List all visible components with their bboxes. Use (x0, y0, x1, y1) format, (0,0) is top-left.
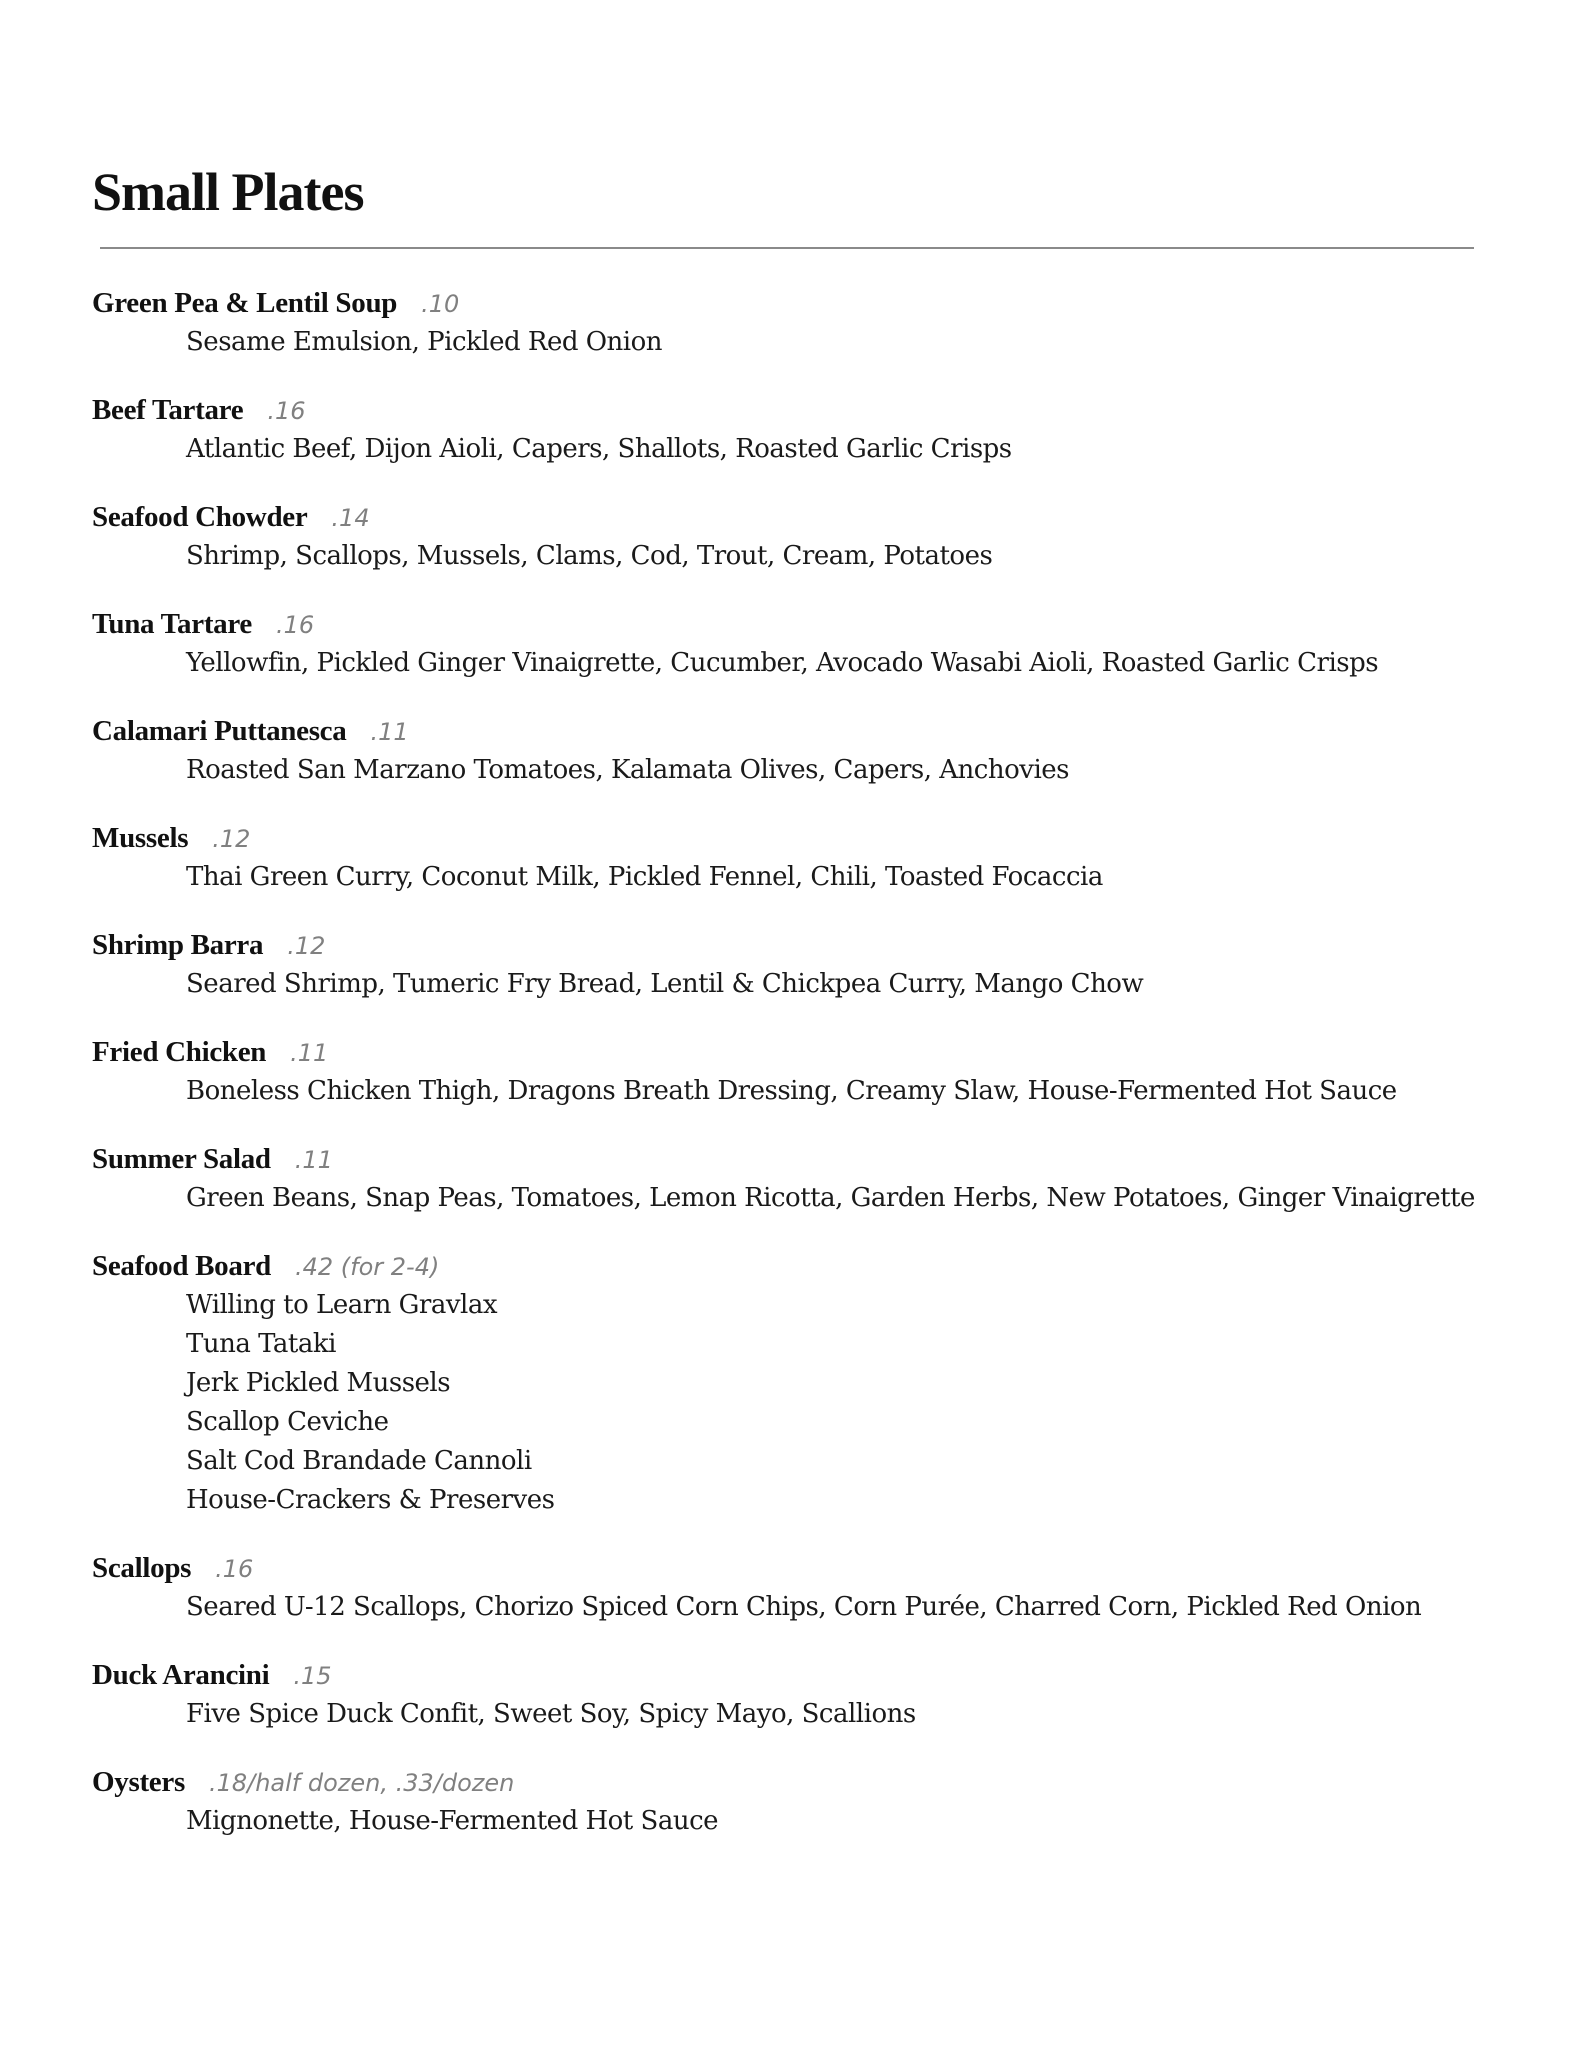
item-description: Shrimp, Scallops, Mussels, Clams, Cod, Trout, Cream, Potatoes (186, 541, 993, 571)
item-description: Thai Green Curry, Coconut Milk, Pickled Fennel, Chili, Toasted Focaccia (186, 862, 1103, 892)
item-price: .11 (294, 1146, 333, 1174)
item-name: Beef Tartare (92, 394, 244, 426)
item-price: .11 (290, 1039, 329, 1067)
item-price: .16 (276, 611, 315, 639)
menu-item (92, 497, 1512, 576)
item-description: Five Spice Duck Confit, Sweet Soy, Spicy Mayo, Scallions (186, 1699, 916, 1729)
item-name: Green Pea & Lentil Soup (92, 287, 398, 319)
title-divider (100, 247, 1474, 249)
menu-item (92, 1139, 1512, 1218)
list-item: Scallop Ceviche (186, 1407, 389, 1437)
item-description: Mignonette, House-Fermented Hot Sauce (186, 1806, 719, 1836)
menu-item (92, 1762, 1512, 1841)
list-item: House-Crackers & Preserves (186, 1485, 555, 1515)
item-price: .11 (370, 718, 409, 746)
item-description: Seared U-12 Scallops, Chorizo Spiced Corn Chips, Corn Purée, Charred Corn, Pickled Red Onion (186, 1592, 1422, 1622)
item-price: .18/half dozen, .33/dozen (208, 1769, 515, 1797)
item-price: .14 (331, 504, 370, 532)
item-name: Shrimp Barra (92, 929, 264, 961)
item-name: Calamari Puttanesca (92, 715, 347, 747)
item-name: Fried Chicken (92, 1036, 267, 1068)
menu-item (92, 925, 1512, 1004)
section-title: Small Plates (92, 162, 364, 222)
list-item: Tuna Tataki (186, 1329, 336, 1359)
menu-item (92, 390, 1512, 469)
item-name: Seafood Chowder (92, 501, 308, 533)
item-name: Seafood Board (92, 1250, 271, 1282)
menu-item (92, 818, 1512, 897)
menu-item (92, 1032, 1512, 1111)
item-price: .16 (215, 1555, 254, 1583)
list-item: Salt Cod Brandade Cannoli (186, 1446, 532, 1476)
item-price: .16 (267, 397, 306, 425)
item-price: .15 (293, 1662, 332, 1690)
item-description: Seared Shrimp, Tumeric Fry Bread, Lentil & Chickpea Curry, Mango Chow (186, 969, 1144, 999)
menu-item (92, 1548, 1512, 1627)
item-price: .12 (212, 825, 251, 853)
item-name: Mussels (92, 822, 189, 854)
item-description: Yellowfin, Pickled Ginger Vinaigrette, Cucumber, Avocado Wasabi Aioli, Roasted Garlic Crisps (186, 648, 1379, 678)
menu-item (92, 711, 1512, 790)
item-components-list (186, 1286, 1512, 1520)
list-item: Jerk Pickled Mussels (186, 1368, 451, 1398)
menu-items-list (92, 283, 1512, 1869)
item-name: Tuna Tartare (92, 608, 252, 640)
item-price: .10 (421, 290, 460, 318)
item-price: .42 (for 2-4) (294, 1253, 440, 1281)
item-price: .12 (287, 932, 326, 960)
item-description: Sesame Emulsion, Pickled Red Onion (186, 327, 663, 357)
menu-item (92, 604, 1512, 683)
item-description: Boneless Chicken Thigh, Dragons Breath Dressing, Creamy Slaw, House-Fermented Hot Sauce (186, 1076, 1397, 1106)
list-item: Willing to Learn Gravlax (186, 1290, 498, 1320)
menu-item (92, 283, 1512, 362)
item-name: Duck Arancini (92, 1659, 270, 1691)
menu-item (92, 1246, 1512, 1520)
item-name: Summer Salad (92, 1143, 271, 1175)
item-description: Roasted San Marzano Tomatoes, Kalamata Olives, Capers, Anchovies (186, 755, 1069, 785)
item-description: Green Beans, Snap Peas, Tomatoes, Lemon Ricotta, Garden Herbs, New Potatoes, Ginger Vinaigrette (186, 1183, 1475, 1213)
item-description: Atlantic Beef, Dijon Aioli, Capers, Shallots, Roasted Garlic Crisps (186, 434, 1012, 464)
item-name: Scallops (92, 1552, 192, 1584)
item-name: Oysters (92, 1766, 185, 1798)
menu-item (92, 1655, 1512, 1734)
